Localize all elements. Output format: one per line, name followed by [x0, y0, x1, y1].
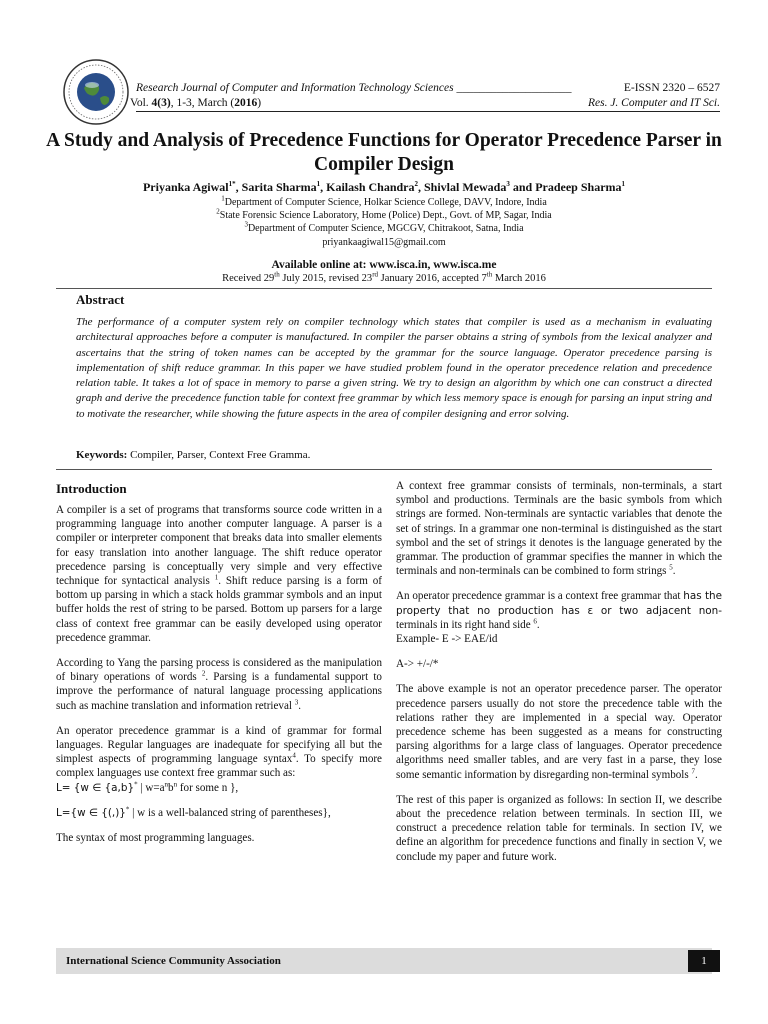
- author: Sarita Sharma$^1$,: [241, 180, 327, 194]
- volume-info: Vol. 4(3), 1-3, March (2016): [130, 97, 262, 109]
- divider: [56, 469, 712, 470]
- short-journal-name: Res. J. Computer and IT Sci.: [587, 97, 720, 109]
- keywords: Keywords: Compiler, Parser, Context Free Gramma.: [76, 449, 311, 461]
- abstract-text: The performance of a computer system rely on compiler technology which states that compiler is used as a mechanism in evaluating architectural approaches before a computer is manufactured. In compiler the parser obtains a string of symbols from the lexical analyzer and ascertains that the string of token names can be accepted by the grammar for the source language. Operator precedence parsing is implementation of shift reduce grammar. In this paper we have studied problem found in the operator precedence relation and precedence relation table. It takes a lot of space in memory to parse a given string. We try to design an algorithm by which one can construct a directed graph and derive the precedence function table for context free grammar by which less memory space is enough for parsing an input string and to motivate the researcher, while showing the future aspects in the area of compiler designing and error solving.: [76, 316, 712, 420]
- received-dates: Received 29th July 2015, revised 23rd January 2016, accepted 7th March 2016: [222, 270, 546, 284]
- paragraph: An operator precedence grammar is a kind of grammar for formal languages. Regular languages are inadequate for specifying all but the simplest aspects of programming language syntax$^4$. To specify more complex languages use context free grammar such as:: [56, 724, 382, 780]
- example-line: A-> +/-/*: [396, 658, 439, 671]
- paragraph: The above example is not an operator precedence parser. The operator precedence parsers usually do not store the precedence table with the relations rather they are implemented in a special way. Operator precedence scheme has been suggested as a means for constructing parsing algorithms for a large class of languages. Operator precedence algorithms need smaller tables, and are very fast in a parse, they lose some semantic information by disregarding non-terminal symbols $^7$.: [396, 683, 722, 781]
- page-number: 1: [688, 950, 720, 972]
- introduction-heading: Introduction: [56, 481, 127, 496]
- grammar-line: L={w ∈ {(,)}* | w is a well-balanced string of parentheses},: [56, 805, 331, 819]
- left-column: [56, 503, 382, 856]
- paper-title: A Study and Analysis of Precedence Functions for Operator Precedence Parser in Compiler Design: [46, 130, 722, 175]
- paragraph: A context free grammar consists of terminals, non-terminals, a start symbol and productions. Terminals are the basic symbols from which strings are formed. Non-terminals are syntactic variables that denote the set of strings. In a grammar one non-terminal is distinguished as the start symbol and the set of strings it denotes is the language generated by the grammar. The production of grammar specifies the manner in which the terminals and non-terminals can be combined to form strings $^5$.: [396, 480, 722, 578]
- header-rule: [136, 111, 720, 112]
- grammar-line: L= {w ∈ {a,b}* | $w=a^nb^n$ for some n },: [56, 779, 239, 794]
- issn: E-ISSN 2320 – 6527: [623, 82, 720, 94]
- author: Shivlal Mewada$^3$ and: [424, 180, 536, 194]
- affiliation: $^1$Department of Computer Science, Holkar Science College, DAVV, Indore, India: [221, 194, 547, 208]
- journal-name: Research Journal of Computer and Information Technology Sciences ____________________: [136, 82, 572, 94]
- paragraph: A compiler is a set of programs that transforms source code written in a programming language into another computer language. A parser is a compiler or interpreter component that breaks data into smaller elements for easy translation into another language. The shift reduce operator precedence parsing is conceptually very simple and very effective technique for syntactical analysis $^1$. Shift reduce parsing is a form of bottom up parsing in which a stack holds grammar symbols and an input buffer holds the rest of string to be parsed. Bottom up parsers for a large class of context free grammar can be easily developed using operator precedence grammar.: [56, 504, 382, 644]
- affiliation: $^3$Department of Computer Science, MGCGV, Chitrakoot, Satna, India: [244, 220, 524, 234]
- example-line: Example- E -> EAE/id: [396, 633, 498, 646]
- author-email[interactable]: priyankaagiwal15@gmail.com: [322, 237, 446, 248]
- abstract-heading: Abstract: [76, 292, 125, 307]
- paragraph: An operator precedence grammar is a context free grammar that has the property that no production has ε or two adjacent non-terminals in its right hand side $^6$.: [396, 590, 722, 631]
- authors: [40, 180, 728, 195]
- grammar-line: The syntax of most programming languages.: [56, 832, 255, 845]
- footer-organization: International Science Community Association: [66, 955, 281, 967]
- divider: [56, 288, 712, 289]
- paragraph: The rest of this paper is organized as follows: In section II, we describe about the precedence relation between terminals. In section III, we construct a precedence relation table for terminals. In section IV, we define an algorithm for precedence functions and finally in section V, we conclude my paper and future work.: [396, 793, 722, 863]
- author: Kailash Chandra$^2$,: [326, 180, 424, 194]
- author: Priyanka Agiwal$^{1*}$,: [142, 180, 242, 194]
- right-column: [396, 479, 722, 875]
- author: Pradeep Sharma$^1$: [535, 180, 626, 194]
- available-online[interactable]: Available online at: www.isca.in, www.isca.me: [271, 259, 497, 271]
- affiliation: $^2$State Forensic Science Laboratory, Home (Police) Dept., Govt. of MP, Sagar, India: [216, 207, 552, 221]
- journal-logo-icon: [62, 58, 130, 126]
- paragraph: According to Yang the parsing process is considered as the manipulation of binary operations of words $^2$. Parsing is a fundamental support to improve the performance of natural language processing applications such as machine translation and information retrieval $^3$.: [56, 657, 382, 712]
